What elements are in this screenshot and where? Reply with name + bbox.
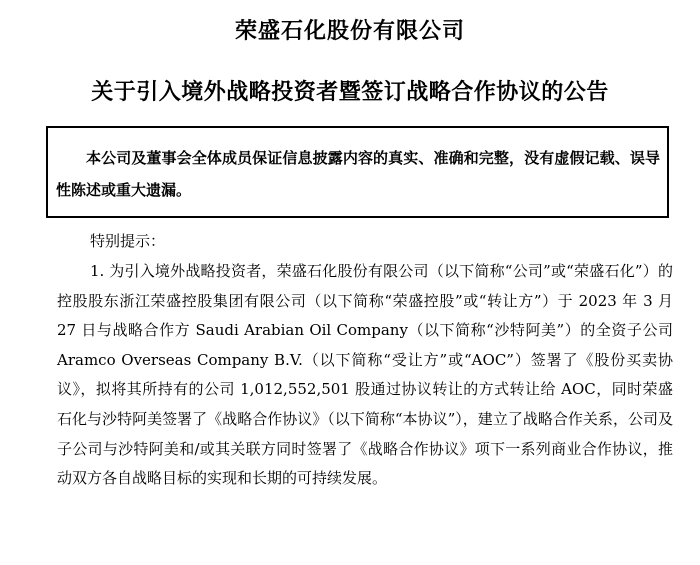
announcement-title: 关于引入境外战略投资者暨签订战略合作协议的公告	[91, 80, 609, 105]
special-note-paragraph-1: 1. 为引入境外战略投资者，荣盛石化股份有限公司（以下简称“公司”或“荣盛石化”）的控股股东浙江荣盛控股集团有限公司（以下简称“荣盛控股”或“转让方”）于 2023 年 3 月 27 日与战略合作方 Saudi Arabian Oil Company（以下简称“沙特阿美”）的全资子公司 Aramco Overseas Company B.V.（以下简称“受让方”或“AOC”）签署了《股份买卖协议》，拟将其所持有的公司 1,012,552,501 股通过协议转让的方式转让给 AOC，同时荣盛石化与沙特阿美签署了《战略合作协议》（以下简称“本协议”），建立了战略合作关系，公司及子公司与沙特阿美和/或其关联方同时签署了《战略合作协议》项下一系列商业合作协议，推动双方各自战略目标的实现和长期的可持续发展。	[57, 262, 673, 488]
disclosure-notice-box	[46, 126, 669, 218]
special-notes-heading: 特别提示：	[90, 232, 166, 250]
company-name-title: 荣盛石化股份有限公司	[234, 19, 465, 44]
disclosure-notice-text: 本公司及董事会全体成员保证信息披露内容的真实、准确和完整，没有虚假记载、误导性陈述或重大遗漏。	[56, 149, 660, 199]
